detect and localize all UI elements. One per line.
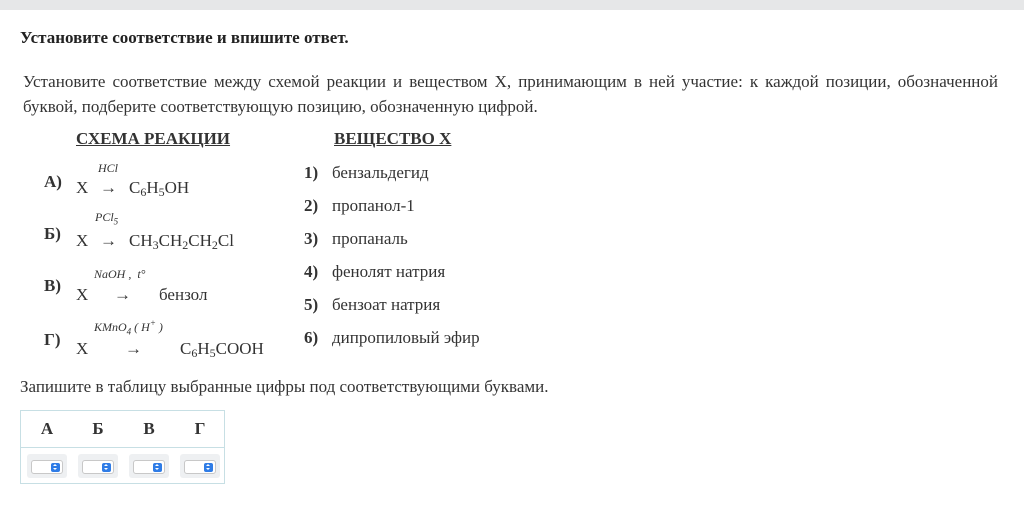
option-4-label: фенолят натрия [332,262,446,281]
option-2-label: пропанол-1 [332,196,415,215]
reaction-c-reagent: NaOH , t° [94,267,146,281]
reaction-c-arrow: → [114,285,131,304]
answer-cell-d [180,454,220,478]
reaction-a-letter: А) [44,172,62,191]
option-5-number: 5) [304,295,319,314]
reaction-b-reactant: Х [76,231,89,250]
reaction-scheme-header: СХЕМА РЕАКЦИИ [76,129,231,148]
reaction-a-reactant: Х [76,178,89,197]
select-arrows-icon[interactable] [51,463,60,472]
option-1-number: 1) [304,163,319,182]
option-5-label: бензоат натрия [332,295,441,314]
answer-table [20,410,225,484]
answer-cell-a [27,454,67,478]
reaction-a-product: $C_6H_5OH$ [129,178,190,199]
answer-select-b[interactable] [82,460,114,474]
reaction-b-product: $CH_3CH_2CH_2Cl$ [129,231,234,252]
reaction-c-reactant: Х [76,285,89,304]
reaction-b-arrow: → [100,231,117,250]
answer-cell-b [78,454,118,478]
reaction-c-product: бензол [159,285,208,304]
answer-header-a: А [40,419,54,438]
option-3-label: пропаналь [332,229,408,248]
answer-header-c: В [143,419,155,438]
answer-header-d: Г [194,419,206,438]
top-bar [0,0,1024,10]
reaction-d-letter: Г) [44,330,61,349]
reaction-d-reactant: Х [76,339,89,358]
reaction-a-arrow: → [100,178,117,197]
option-2-number: 2) [304,196,319,215]
answer-instruction: Запишите в таблицу выбранные цифры под соответствующими буквами. [20,377,549,396]
reaction-d-arrow: → [125,339,142,358]
question-text: Установите соответствие между схемой реакции и веществом Х, принимающим в ней участие: к каждой позиции, обозначенной буквой, подберите соответствующую позицию, обозначенную цифрой. [23,72,998,116]
reaction-a-reagent: HCl [98,161,119,175]
reaction-b-reagent: PCl$_5$ [95,210,119,227]
answer-select-d[interactable] [184,460,216,474]
reaction-d-reagent: KMnO$_4$ ( H+ ) [94,318,163,337]
select-arrows-icon[interactable] [153,463,162,472]
question-title: Установите соответствие и впишите ответ. [20,28,349,47]
select-arrows-icon[interactable] [102,463,111,472]
option-4-number: 4) [304,262,319,281]
substance-x-header: ВЕЩЕСТВО Х [334,129,452,148]
answer-select-a[interactable] [31,460,63,474]
option-6-label: дипропиловый эфир [332,328,480,347]
option-3-number: 3) [304,229,319,248]
select-arrows-icon[interactable] [204,463,213,472]
reaction-d-product: $C_6H_5COOH$ [180,339,264,360]
option-6-number: 6) [304,328,319,347]
option-1-label: бензальдегид [332,163,429,182]
reaction-c-letter: В) [44,276,61,295]
answer-select-c[interactable] [133,460,165,474]
answer-cell-c [129,454,169,478]
reaction-b-letter: Б) [44,224,61,243]
answer-header-b: Б [92,419,104,438]
